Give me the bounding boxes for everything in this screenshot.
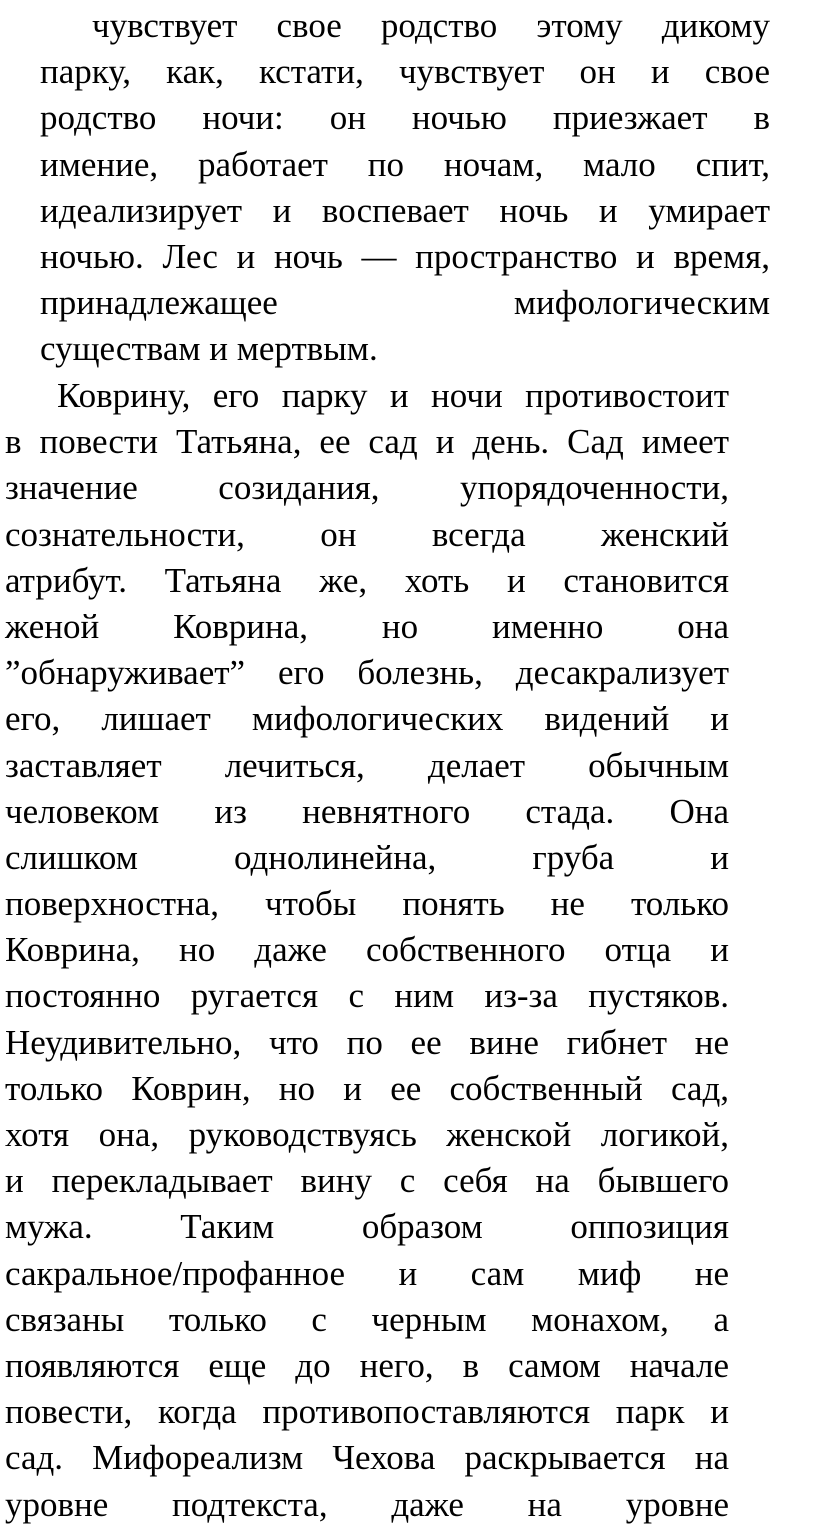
- text-line: слишком однолинейна, груба и: [5, 837, 729, 877]
- text-line: поверхностна, чтобы понять не только: [5, 884, 729, 924]
- text-line: хотя она, руководствуясь женской логикой,: [5, 1115, 729, 1154]
- body-paragraph: [5, 373, 729, 1528]
- text-line: мужа. Таким образом оппозиция: [5, 1207, 729, 1247]
- text-line: сознательности, он всегда женский: [5, 514, 729, 554]
- text-line: парку, как, кстати, чувствует он и свое: [40, 52, 770, 92]
- text-line: Коврину, его парку и ночи противостоит: [57, 376, 729, 415]
- text-line: родство ночи: он ночью приезжает в: [40, 98, 770, 138]
- text-line: атрибут. Татьяна же, хоть и становится: [5, 560, 729, 600]
- text-line: связаны только с черным монахом, а: [5, 1299, 729, 1339]
- text-line: появляются еще до него, в самом начале: [5, 1345, 729, 1385]
- text-line: принадлежащее мифологическим: [40, 283, 770, 323]
- text-line: ”обнаруживает” его болезнь, десакрализует: [5, 653, 729, 693]
- text-line: имение, работает по ночам, мало спит,: [40, 144, 770, 184]
- text-line: человеком из невнятного стада. Она: [5, 791, 729, 831]
- quote-paragraph: [40, 3, 770, 373]
- text-line: ночью. Лес и ночь — пространство и время,: [40, 236, 770, 276]
- text-line: только Коврин, но и ее собственный сад,: [5, 1068, 729, 1108]
- text-line: идеализирует и воспевает ночь и умирает: [40, 190, 770, 230]
- text-line: постоянно ругается с ним из-за пустяков.: [5, 976, 729, 1016]
- text-line: сад. Мифореализм Чехова раскрывается на: [5, 1438, 729, 1478]
- text-line: его, лишает мифологических видений и: [5, 699, 729, 739]
- text-line: и перекладывает вину с себя на бывшего: [5, 1161, 729, 1201]
- text-line: существам и мертвым.: [40, 329, 378, 369]
- text-line: сакральное/профанное и сам миф не: [5, 1253, 729, 1293]
- text-line: заставляет лечиться, делает обычным: [5, 745, 729, 785]
- text-line: значение созидания, упорядоченности,: [5, 468, 729, 508]
- text-line: уровне подтекста, даже на уровне: [5, 1484, 729, 1524]
- text-line: повести, когда противопоставляются парк и: [5, 1392, 729, 1432]
- text-line: Коврина, но даже собственного отца и: [5, 930, 729, 970]
- text-line: Неудивительно, что по ее вине гибнет не: [5, 1022, 729, 1062]
- text-line: в повести Татьяна, ее сад и день. Сад имеет: [5, 422, 729, 462]
- text-line: чувствует свое родство этому дикому: [92, 6, 770, 45]
- text-line: женой Коврина, но именно она: [5, 606, 729, 646]
